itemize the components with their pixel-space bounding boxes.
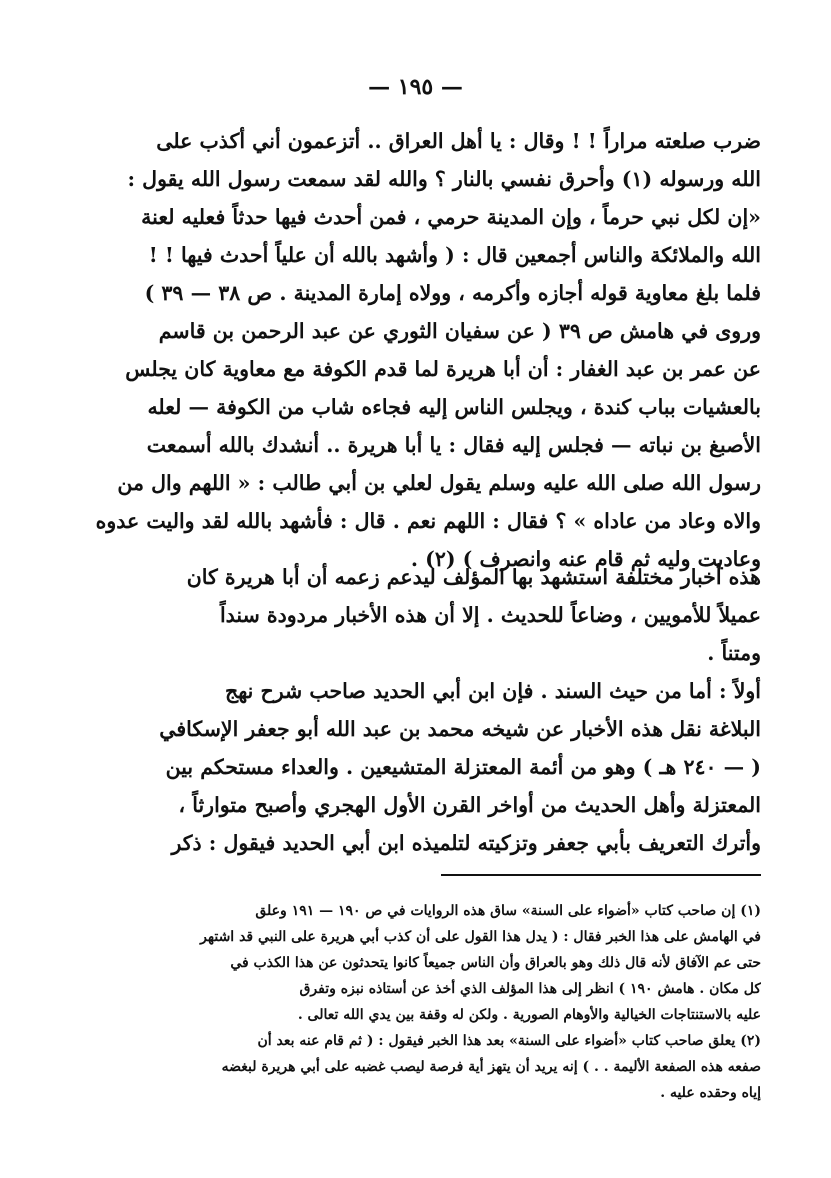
footnote-separator	[441, 874, 761, 876]
text-line: البلاغة نقل هذه الأخبار عن شيخه محمد بن عبد الله أبو جعفر الإسكافي	[159, 717, 761, 741]
footnote-line: صفعه هذه الصفعة الأليمة . . ) إنه يريد أن يتهز أية فرصة ليصب غضبه على أبي هريرة لبغضه	[221, 1059, 761, 1075]
text-line: وأترك التعريف بأبي جعفر وتزكيته لتلميذه ابن أبي الحديد فيقول : ذكر	[171, 831, 761, 855]
page-number: — ١٩٥ —	[368, 74, 463, 100]
footnote-line: عليه بالاستنتاجات الخيالية والأوهام الصورية . ولكن له وقفة بين يدي الله تعالى .	[297, 1007, 761, 1023]
text-line: عن عمر بن عبد الغفار : أن أبا هريرة لما قدم الكوفة مع معاوية كان يجلس	[125, 357, 761, 381]
footnote-line: (١) إن صاحب كتاب «أضواء على السنة» ساق هذه الروايات في ص ١٩٠ — ١٩١ وعلق	[255, 903, 761, 919]
text-line: المعتزلة وأهل الحديث من أواخر القرن الأول الهجري وأصبح متوارثاً ،	[178, 793, 761, 817]
text-line: «إن لكل نبي حرماً ، وإن المدينة حرمي ، فمن أحدث فيها حدثاً فعليه لعنة	[141, 205, 761, 229]
text-line: ( — ٢٤٠ هـ ) وهو من أئمة المعتزلة المتشيعين . والعداء مستحكم بين	[165, 755, 761, 779]
text-line: فلما بلغ معاوية قوله أجازه وأكرمه ، وولاه إمارة المدينة . ص ٣٨ — ٣٩ )	[144, 281, 761, 305]
text-line	[46, 672, 761, 710]
text-line: الله ورسوله (١) وأحرق نفسي بالنار ؟ والله لقد سمعت رسول الله يقول :	[127, 167, 761, 191]
section-lead: أولاً :	[719, 679, 761, 703]
footnote-line: كل مكان . هامش ١٩٠ ) انظر إلى هذا المؤلف الذي أخذ عن أستاذه نبزه وتفرق	[299, 981, 761, 997]
text-line: عميلاً للأمويين ، وضاعاً للحديث . إلا أن هذه الأخبار مردودة سنداً	[219, 603, 761, 627]
paragraph-2	[46, 558, 761, 672]
text-line: وعاديت وليه ثم قام عنه وانصرف ) (٢) .	[410, 547, 761, 571]
footnote-line: حتى عم الآفاق لأنه قال ذلك وهو بالعراق وأن الناس جميعاً كانوا يتحدثون عن هذا الكذب في	[230, 955, 761, 971]
paragraph-1	[46, 122, 761, 578]
text-line: والاه وعاد من عاداه » ؟ فقال : اللهم نعم . قال : فأشهد بالله لقد واليت عدوه	[95, 509, 761, 533]
text-line: رسول الله صلى الله عليه وسلم يقول لعلي بن أبي طالب : « اللهم وال من	[117, 471, 761, 495]
text-line: وروى في هامش ص ٣٩ ( عن سفيان الثوري عن عبد الرحمن بن قاسم	[158, 319, 761, 343]
footnotes	[46, 898, 761, 1106]
text-line: ضرب صلعته مراراً ! ! وقال : يا أهل العراق .. أتزعمون أني أكذب على	[156, 129, 761, 153]
text-line: ومتناً .	[707, 641, 761, 665]
text-fragment: أما من حيث السند . فإن ابن أبي الحديد صاحب شرح نهج	[224, 679, 719, 703]
text-line: هذه أخبار مختلفة استشهد بها المؤلف ليدعم زعمه أن أبا هريرة كان	[186, 565, 761, 589]
footnote-line: (٢) يعلق صاحب كتاب «أضواء على السنة» بعد هذا الخبر فيقول : ( ثم قام عنه بعد أن	[257, 1033, 761, 1049]
text-line: بالعشيات بباب كندة ، ويجلس الناس إليه فجاءه شاب من الكوفة — لعله	[147, 395, 761, 419]
text-line: الله والملائكة والناس أجمعين قال : ( وأشهد بالله أن علياً أحدث فيها ! !	[148, 243, 761, 267]
text-line: الأصبغ بن نباته — فجلس إليه فقال : يا أبا هريرة .. أنشدك بالله أسمعت	[146, 433, 761, 457]
footnote-line: في الهامش على هذا الخبر فقال : ( يدل هذا القول على أن كذب أبي هريرة على النبي قد اشتهر	[200, 929, 761, 945]
paragraph-3	[46, 672, 761, 862]
footnote-line: إياه وحقده عليه .	[660, 1085, 761, 1101]
